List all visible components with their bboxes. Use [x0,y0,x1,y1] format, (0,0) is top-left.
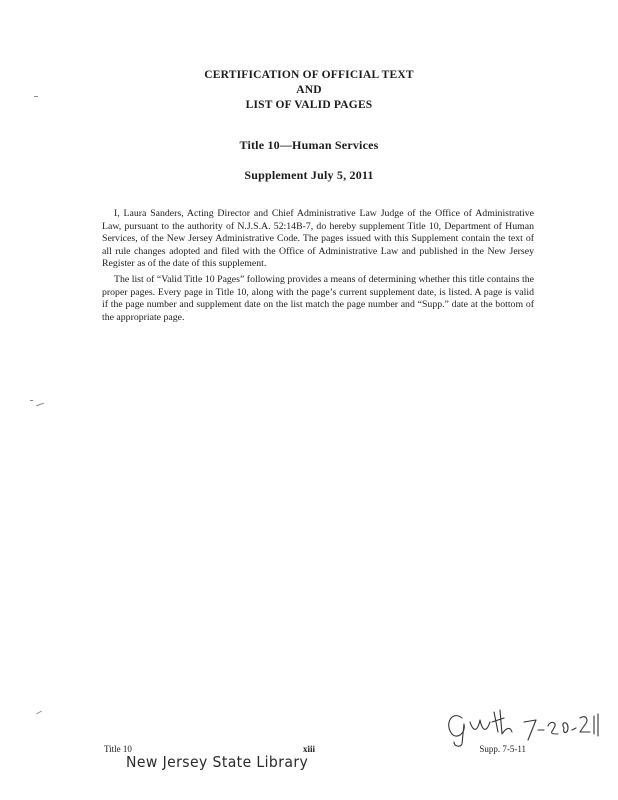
heading-line-2: AND [296,84,322,96]
certification-heading [0,68,618,113]
scan-speck [36,403,44,407]
supplement-date: Supplement July 5, 2011 [244,168,374,182]
footer-page-number: xiii [302,744,315,754]
title-name: Title 10—Human Services [239,138,379,152]
footer-title: Title 10 [104,744,132,754]
scan-speck [30,400,33,401]
footer-supplement-date: Supp. 7-5-11 [479,744,526,754]
heading-line-1: CERTIFICATION OF OFFICIAL TEXT [204,69,414,81]
valid-pages-paragraph: The list of “Valid Title 10 Pages” following provides a means of determining whether this title contains the proper pages. Every page in Title 10, along with the page’s current supplement date, is listed. A page is valid if the page number and supplement date on the list match the page number and “Supp.” date at the bottom of the appropriate page. [102,274,534,323]
scan-speck [34,96,38,97]
heading-line-3: LIST OF VALID PAGES [245,99,373,111]
library-stamp: New Jersey State Library [126,754,309,772]
handwritten-annotation [440,700,600,750]
scan-speck [36,711,42,715]
certification-paragraph: I, Laura Sanders, Acting Director and Chief Administrative Law Judge of the Office of Administrative Law, pursuant to the authority of N.J.S.A. 52:14B-7, do hereby supplement Title 10, Department of Human Services, of the New Jersey Administrative Code. The pages issued with this Supplement contain the text of all rule changes adopted and filed with the Office of Administrative Law and published in the New Jersey Register as of the date of this supplement. [102,208,534,270]
